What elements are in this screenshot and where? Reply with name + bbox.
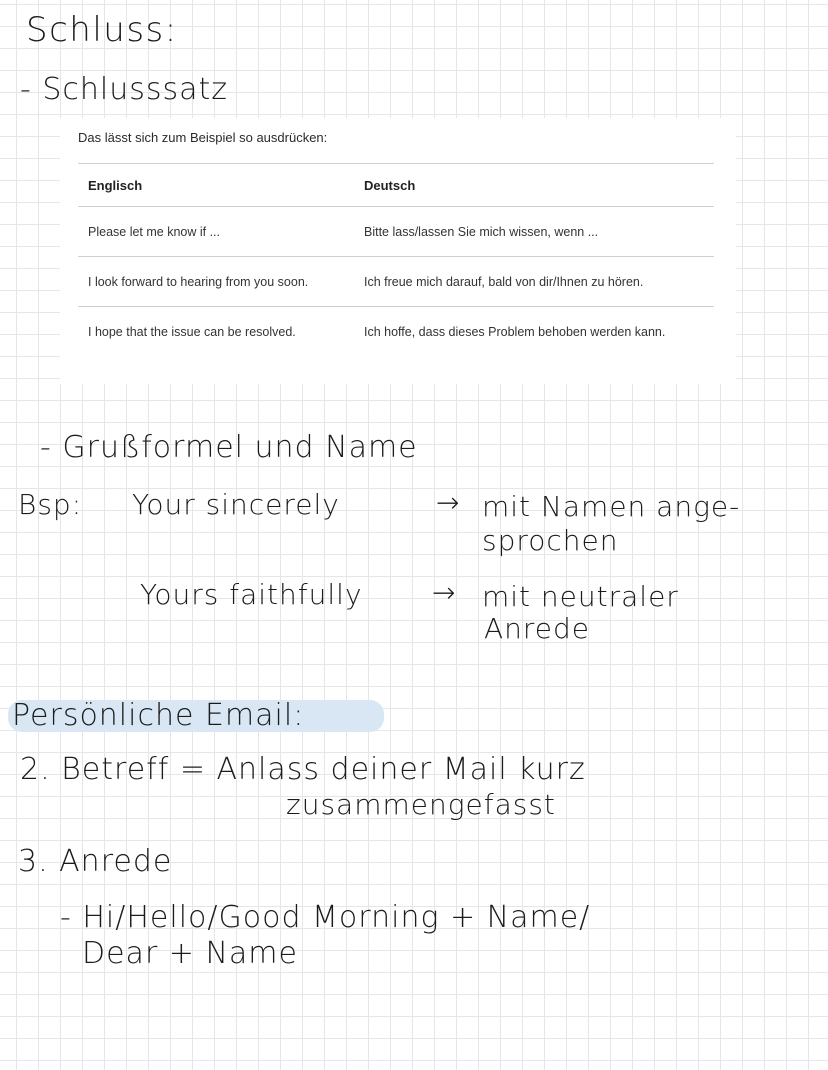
example2-phrase: Yours faithfully: [140, 578, 363, 611]
heading-schluss: Schluss:: [26, 10, 178, 50]
column-header-deutsch: Deutsch: [354, 164, 714, 207]
cell-english: Please let me know if ...: [78, 207, 354, 257]
table-row: [78, 207, 714, 257]
point-betreff-line2: zusammengefasst: [286, 788, 556, 821]
table-row: [78, 257, 714, 307]
table-intro: Das lässt sich zum Beispiel so ausdrücken:: [78, 130, 328, 145]
greeting-line1: - Hi/Hello/Good Morning + Name/: [60, 900, 591, 935]
example1-phrase: Your sincerely: [132, 488, 340, 521]
example2-meaning-line1: mit neutraler: [482, 580, 679, 613]
greeting-line2: Dear + Name: [82, 936, 298, 971]
table-header-row: [78, 164, 714, 207]
arrow-right-icon: →: [432, 576, 457, 609]
cell-english: I look forward to hearing from you soon.: [78, 257, 354, 307]
point-betreff-line1: 2. Betreff = Anlass deiner Mail kurz: [20, 752, 586, 787]
example1-meaning-line2: sprochen: [482, 524, 619, 557]
arrow-right-icon: →: [436, 486, 461, 519]
cell-german: Ich freue mich darauf, bald von dir/Ihnen zu hören.: [354, 257, 714, 307]
example1-meaning-line1: mit Namen ange-: [482, 490, 741, 523]
phrase-table: [78, 163, 714, 356]
column-header-englisch: Englisch: [78, 164, 354, 207]
item-schlusssatz: - Schlusssatz: [20, 72, 229, 107]
heading-persoenliche-email: Persönliche Email:: [12, 698, 305, 733]
example-label: Bsp:: [18, 488, 83, 521]
example2-meaning-line2: Anrede: [484, 612, 591, 645]
cell-german: Bitte lass/lassen Sie mich wissen, wenn ...: [354, 207, 714, 257]
table-row: [78, 307, 714, 357]
item-grussformel: - Grußformel und Name: [40, 430, 418, 465]
cell-german: Ich hoffe, dass dieses Problem behoben werden kann.: [354, 307, 714, 357]
point-anrede: 3. Anrede: [18, 844, 173, 879]
cell-english: I hope that the issue can be resolved.: [78, 307, 354, 357]
